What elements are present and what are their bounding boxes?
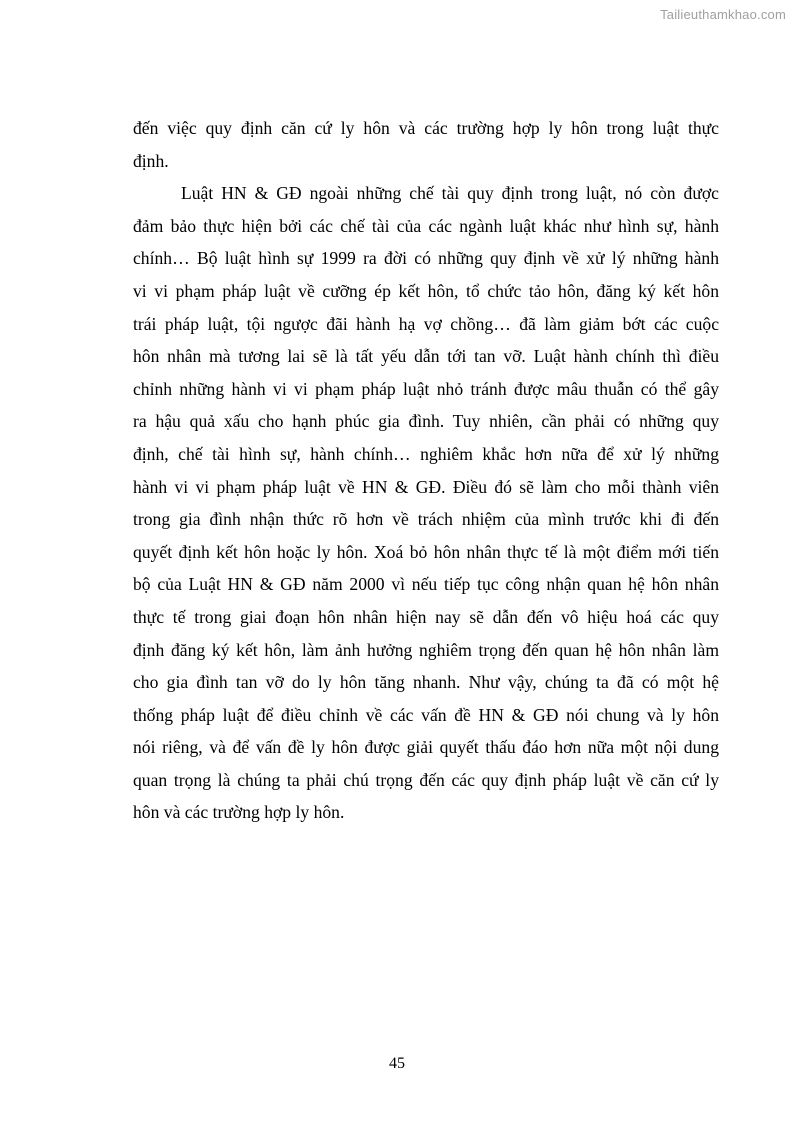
text-line: quan trọng là chúng ta phải chú trọng đến các quy định pháp luật về căn cứ ly (133, 769, 719, 790)
text-line: vi vi phạm pháp luật về cưỡng ép kết hôn, tổ chức tảo hôn, đăng ký kết hôn (133, 280, 719, 301)
document-body (133, 112, 719, 829)
text-line: bộ của Luật HN & GĐ năm 2000 vì nếu tiếp tục công nhận quan hệ hôn nhân (133, 574, 719, 595)
text-line: hôn nhân mà tương lai sẽ là tất yếu dẫn tới tan vỡ. Luật hành chính thì điều (133, 346, 719, 367)
text-line: quyết định kết hôn hoặc ly hôn. Xoá bỏ hôn nhân thực tế là một điểm mới tiến (133, 541, 719, 562)
text-line: định đăng ký kết hôn, làm ảnh hưởng nghiêm trọng đến quan hệ hôn nhân làm (133, 639, 719, 660)
paragraph (133, 177, 719, 829)
text-line: định, chế tài hình sự, hành chính… nghiêm khắc hơn nữa để xử lý những (133, 443, 719, 464)
text-line: hôn và các trường hợp ly hôn. (133, 802, 345, 823)
text-line: định. (133, 150, 169, 171)
text-line: chính… Bộ luật hình sự 1999 ra đời có những quy định về xử lý những hành (133, 248, 719, 269)
watermark-text: Tailieuthamkhao.com (660, 7, 786, 22)
text-line: đảm bảo thực hiện bởi các chế tài của các ngành luật khác như hình sự, hành (133, 215, 719, 236)
text-line: chỉnh những hành vi vi phạm pháp luật nhỏ tránh được mâu thuẫn có thể gây (133, 378, 719, 399)
text-line: ra hậu quả xấu cho hạnh phúc gia đình. Tuy nhiên, cần phải có những quy (133, 411, 719, 432)
paragraph (133, 112, 719, 177)
text-line: hành vi vi phạm pháp luật về HN & GĐ. Điều đó sẽ làm cho mỗi thành viên (133, 476, 719, 497)
text-line: Luật HN & GĐ ngoài những chế tài quy định trong luật, nó còn được (181, 183, 719, 204)
text-line: trong gia đình nhận thức rõ hơn về trách nhiệm của mình trước khi đi đến (133, 509, 719, 530)
text-line: nói riêng, và để vấn đề ly hôn được giải quyết thấu đáo hơn nữa một nội dung (133, 737, 719, 758)
text-line: đến việc quy định căn cứ ly hôn và các trường hợp ly hôn trong luật thực (133, 118, 719, 138)
text-line: thực tế trong giai đoạn hôn nhân hiện nay sẽ dẫn đến vô hiệu hoá các quy (133, 606, 719, 627)
text-line: thống pháp luật để điều chỉnh về các vấn đề HN & GĐ nói chung và ly hôn (133, 704, 719, 725)
text-line: cho gia đình tan vỡ do ly hôn tăng nhanh. Như vậy, chúng ta đã có một hệ (133, 672, 719, 693)
page-number: 45 (389, 1055, 405, 1072)
text-line: trái pháp luật, tội ngược đãi hành hạ vợ chồng… đã làm giảm bớt các cuộc (133, 313, 719, 334)
